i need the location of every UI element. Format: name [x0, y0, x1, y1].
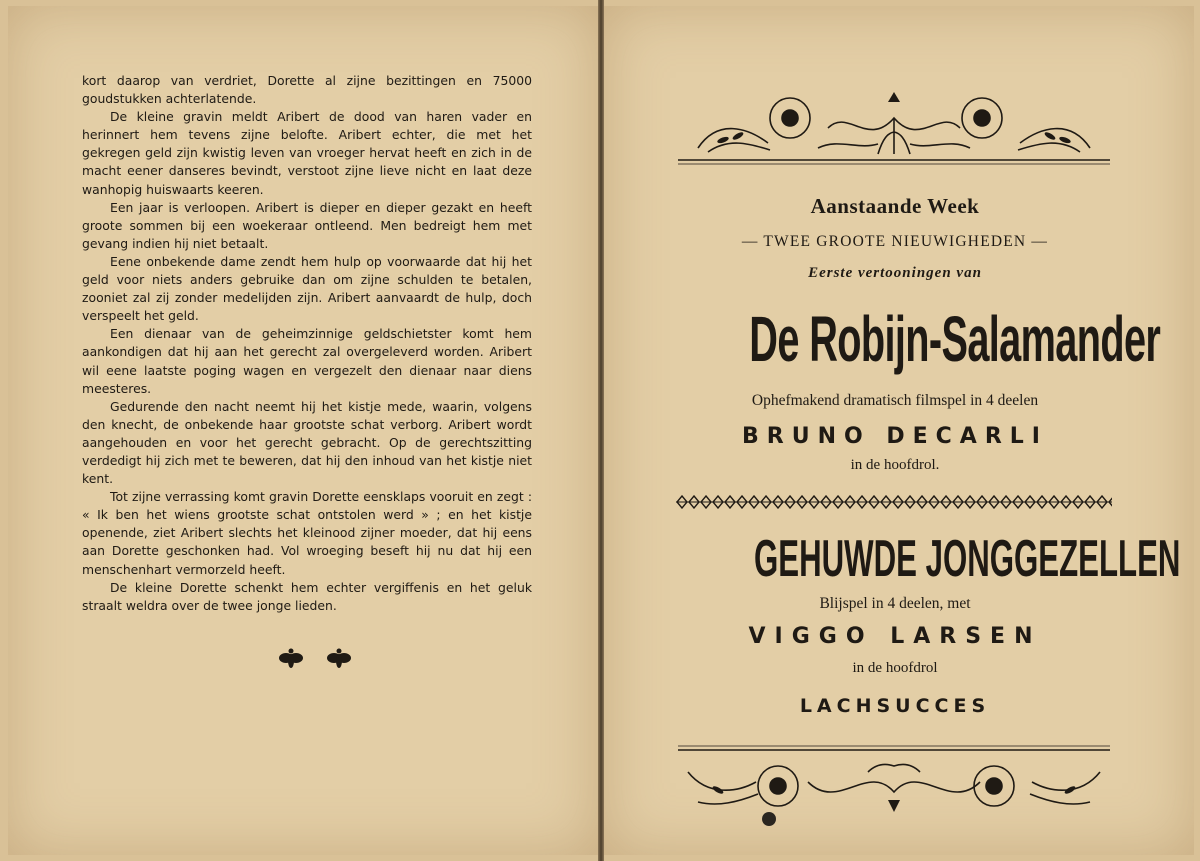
film2-actor: VIGGO LARSEN [748, 624, 1042, 649]
intro-line: Eerste vertooningen van [808, 265, 982, 281]
story-paragraph: Een jaar is verloopen. Aribert is dieper en dieper gezakt en heeft groote sommen bij een woekeraar ontleend. Men bedreigt hem met gevang indien hij niet betaalt. [82, 199, 532, 251]
film2-description: Blijspel in 4 deelen, met [819, 595, 971, 612]
story-paragraph: Eene onbekende dame zendt hem hulp op voorwaarde dat hij het geld voor niets anders gebruike dan om zijne schulden te betalen, zooniet zal zij zonder medelijden zijn. Aribert aanvaardt de hulp, doch verspeelt het geld. [82, 253, 532, 324]
floral-ornament-bottom-icon [678, 742, 1110, 822]
film2-title: GEHUWDE JONGGEZELLEN [754, 530, 1181, 588]
film1-title: De Robijn-Salamander [749, 303, 1161, 375]
story-paragraph: kort daarop van verdriet, Dorette al zijne bezittingen en 75000 goudstukken achterlatende. [82, 73, 532, 107]
subheading: — TWEE GROOTE NIEUWIGHEDEN — [741, 233, 1049, 250]
story-text [82, 72, 532, 615]
film2-role: in de hoofdrol [852, 660, 938, 676]
ornamental-divider [676, 495, 1112, 509]
binding-gutter [598, 0, 604, 861]
film1-description: Ophefmakend dramatisch filmspel in 4 deelen [751, 392, 1039, 409]
story-paragraph: Een dienaar van de geheimzinnige geldschietster komt hem aankondigen dat hij aan het gerecht zal overgeleverd worden. Aribert wil eene laatste poging wagen en vergezelt den dienaar naar diens meesteres. [82, 326, 532, 396]
bee-ornament-icon [272, 646, 362, 670]
heading-aanstaande-week: Aanstaande Week [810, 194, 980, 218]
film1-actor: BRUNO DECARLI [742, 424, 1048, 449]
film1-role: in de hoofdrol. [850, 457, 940, 473]
story-paragraph: Tot zijne verrassing komt gravin Dorette eensklaps vooruit en zegt : « Ik ben het wiens grootste schat ontstolen werd » ; en het kistje openende, ziet Aribert slechts het kleinood zijner moeder, dat hij eens aan Dorette geschonken had. Vol wroeging beseft hij nu dat hij een menschenhart vermorzeld heeft. [82, 489, 532, 577]
story-paragraph: De kleine gravin meldt Aribert de dood van haren vader en herinnert hem tevens zijne belofte. Aribert echter, die met het gekregen geld zijn kwistig leven van vroeger hervat heeft en zich in de macht eener danseres bevindt, verstoot zijne lieve nicht en laat deze wanhopig huiswaarts keeren. [82, 109, 532, 197]
story-paragraph: Gedurende den nacht neemt hij het kistje mede, waarin, volgens den knecht, de onbekende haar grootste schat verborg. Aribert wordt aangehouden en voor het gerecht gebracht. Op de gerechtszitting verdedigt hij zich met te beweren, dat hij den inhoud van het kistje niet kent. [82, 398, 532, 487]
story-paragraph: De kleine Dorette schenkt hem echter vergiffenis en het geluk straalt weldra over de twee jonge lieden. [82, 579, 532, 613]
floral-ornament-icon [678, 88, 1110, 168]
film2-tagline: LACHSUCCES [799, 695, 991, 717]
